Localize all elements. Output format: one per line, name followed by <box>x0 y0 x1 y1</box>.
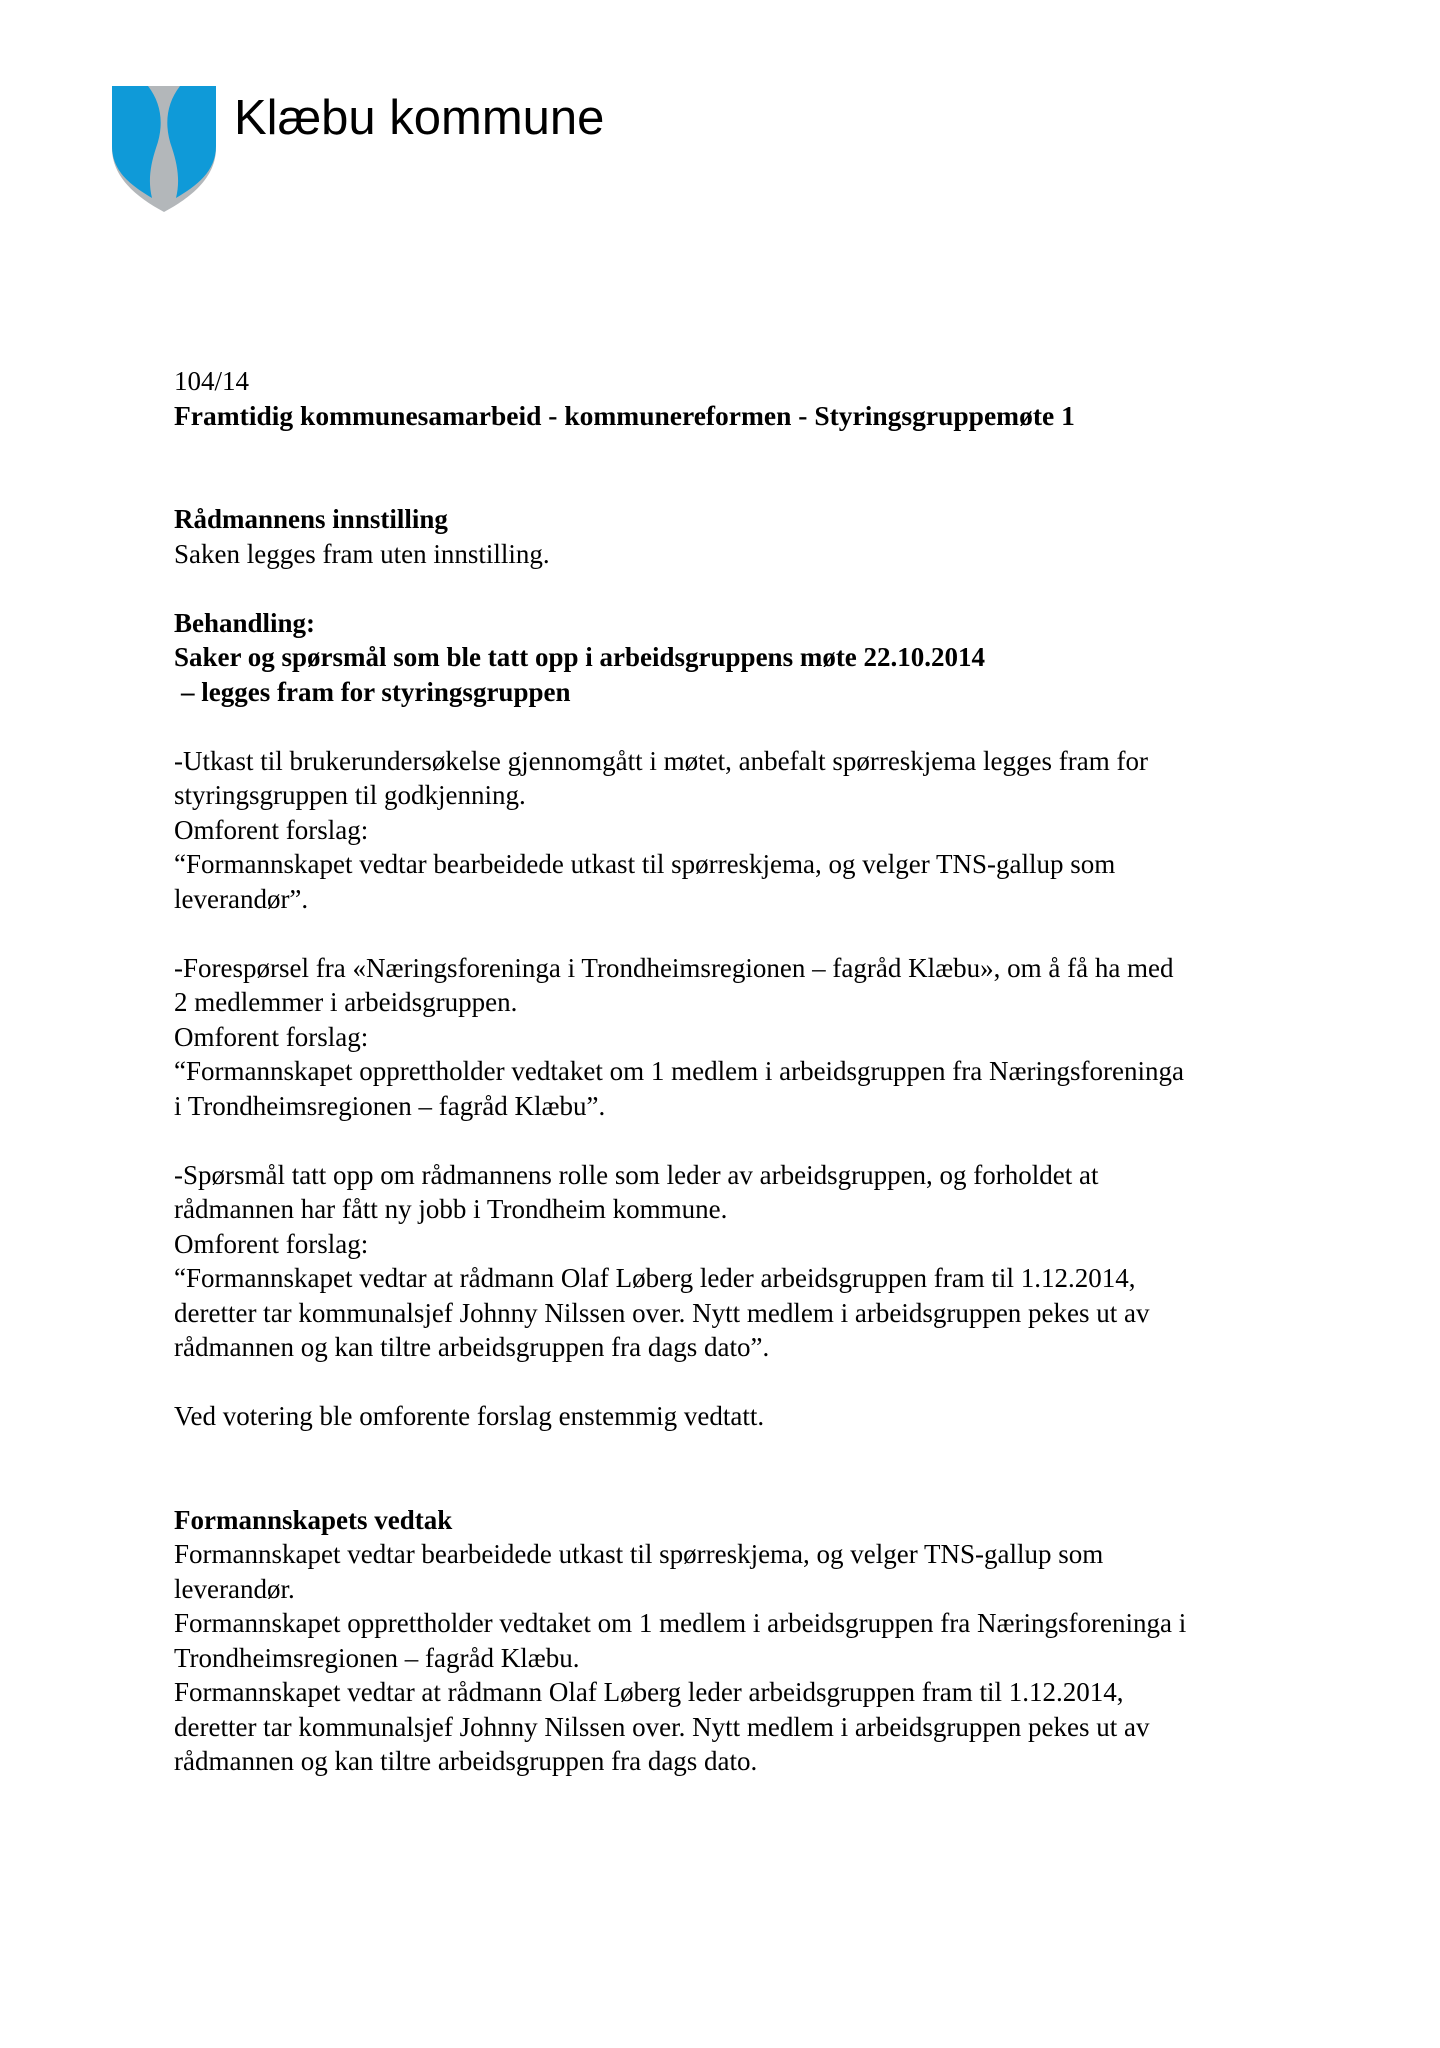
item-1-line: styringsgruppen til godkjenning. <box>174 780 526 810</box>
processing-subheading-cont: – legges fram for styringsgruppen <box>181 676 571 707</box>
municipality-name: Klæbu kommune <box>234 91 605 145</box>
decision-line: leverandør. <box>174 1573 295 1604</box>
item-2-proposal: “Formannskapet opprettholder vedtaket om 1 medlem i arbeidsgruppen fra Næringsforeninga <box>174 1056 1184 1086</box>
item-3-proposal: rådmannen og kan tiltre arbeidsgruppen fra dags dato”. <box>174 1332 770 1362</box>
klaebu-coat-of-arms-icon <box>112 86 216 212</box>
item-1-proposal: leverandør”. <box>174 883 309 914</box>
decision-heading: Formannskapets vedtak <box>174 1504 453 1535</box>
decision-line: Trondheimsregionen – fagråd Klæbu. <box>174 1642 580 1673</box>
item-2-line: -Forespørsel fra «Næringsforeninga i Trondheimsregionen – fagråd Klæbu», om å få ha med <box>174 952 1174 983</box>
recommendation-text: Saken legges fram uten innstilling. <box>174 538 550 569</box>
decision-line: Formannskapet opprettholder vedtaket om 1 medlem i arbeidsgruppen fra Næringsforeninga i <box>174 1608 1187 1638</box>
case-number: 104/14 <box>174 366 250 396</box>
decision-line: Formannskapet vedtar at rådmann Olaf Løberg leder arbeidsgruppen fram til 1.12.2014, <box>174 1677 1124 1707</box>
case-title: Framtidig kommunesamarbeid - kommunereformen - Styringsgruppemøte 1 <box>174 399 1075 431</box>
decision-line: Formannskapet vedtar bearbeidede utkast til spørreskjema, og velger TNS-gallup som <box>174 1539 1104 1569</box>
processing-heading: Behandling: <box>174 607 316 638</box>
recommendation-heading: Rådmannens innstilling <box>174 504 448 534</box>
item-3-line: -Spørsmål tatt opp om rådmannens rolle som leder av arbeidsgruppen, og forholdet at <box>174 1159 1099 1190</box>
item-1-proposal: “Formannskapet vedtar bearbeidede utkast til spørreskjema, og velger TNS-gallup som <box>174 849 1116 879</box>
item-2-proposal: i Trondheimsregionen – fagråd Klæbu”. <box>174 1090 606 1121</box>
item-1-line: -Utkast til brukerundersøkelse gjennomgått i møtet, anbefalt spørreskjema legges fram for <box>174 745 1148 776</box>
item-3-line: rådmannen har fått ny jobb i Trondheim kommune. <box>174 1194 728 1224</box>
item-3-label: Omforent forslag: <box>174 1228 369 1259</box>
item-3-proposal: “Formannskapet vedtar at rådmann Olaf Løberg leder arbeidsgruppen fram til 1.12.2014, <box>174 1263 1136 1293</box>
item-2-label: Omforent forslag: <box>174 1021 369 1052</box>
item-1-label: Omforent forslag: <box>174 814 369 845</box>
item-3-proposal: deretter tar kommunalsjef Johnny Nilssen over. Nytt medlem i arbeidsgruppen pekes ut av <box>174 1297 1150 1328</box>
item-2-line: 2 medlemmer i arbeidsgruppen. <box>174 987 518 1017</box>
document-body <box>174 364 1294 1779</box>
processing-subheading: Saker og spørsmål som ble tatt opp i arbeidsgruppens møte 22.10.2014 <box>174 642 986 672</box>
vote-result: Ved votering ble omforente forslag enstemmig vedtatt. <box>174 1401 765 1431</box>
decision-line: deretter tar kommunalsjef Johnny Nilssen over. Nytt medlem i arbeidsgruppen pekes ut av <box>174 1711 1150 1742</box>
decision-line: rådmannen og kan tiltre arbeidsgruppen fra dags dato. <box>174 1746 758 1776</box>
